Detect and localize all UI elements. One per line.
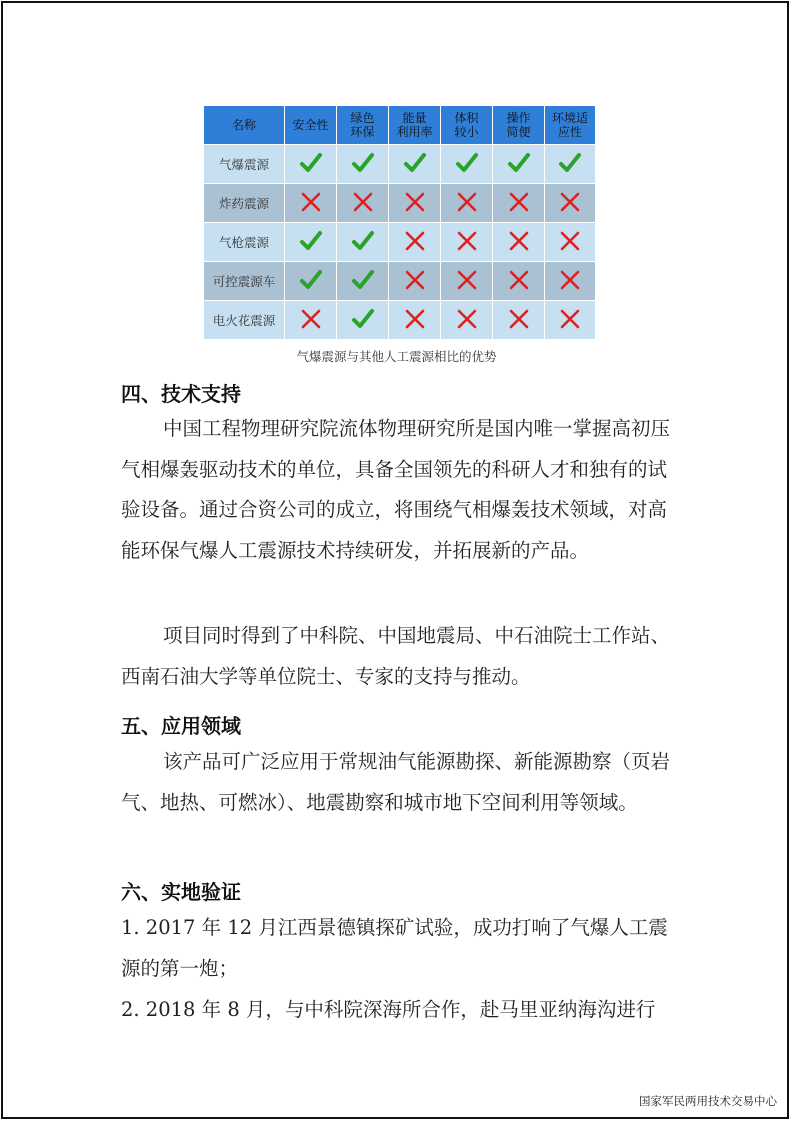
row-name-cell: 电火花震源 — [204, 301, 285, 340]
cross-icon — [455, 191, 479, 213]
section-heading-tech-support: 四、技术支持 — [121, 382, 241, 406]
check-icon — [455, 152, 479, 174]
mark-cell — [441, 301, 493, 340]
cross-icon — [455, 308, 479, 330]
cross-icon — [455, 269, 479, 291]
paragraph-tech-support-2: 项目同时得到了中科院、中国地震局、中石油院士工作站、西南石油大学等单位院士、专家的支持与推动。 — [121, 624, 671, 688]
table-row — [204, 262, 596, 301]
mark-cell — [285, 262, 337, 301]
mark-cell — [493, 184, 545, 223]
table-row — [204, 223, 596, 262]
cross-icon — [558, 230, 582, 252]
mark-cell — [285, 223, 337, 262]
check-icon — [403, 152, 427, 174]
row-name-cell: 气枪震源 — [204, 223, 285, 262]
check-icon — [299, 230, 323, 252]
mark-cell — [389, 301, 441, 340]
mark-cell — [441, 223, 493, 262]
check-icon — [351, 230, 375, 252]
mark-cell — [389, 145, 441, 184]
mark-cell — [389, 262, 441, 301]
cross-icon — [403, 230, 427, 252]
mark-cell — [441, 184, 493, 223]
table-header-cell: 安全性 — [285, 106, 337, 145]
cross-icon — [558, 308, 582, 330]
mark-cell — [493, 301, 545, 340]
paragraph-application-1: 该产品可广泛应用于常规油气能源勘探、新能源勘察（页岩气、地热、可燃冰）、地震勘察和城市地下空间利用等领域。 — [121, 750, 671, 814]
mark-cell — [441, 145, 493, 184]
cross-icon — [558, 269, 582, 291]
table-caption: 气爆震源与其他人工震源相比的优势 — [296, 349, 497, 364]
table-header-cell: 体积 较小 — [441, 106, 493, 145]
check-icon — [351, 269, 375, 291]
footer-organization: 国家军民两用技术交易中心 — [639, 1094, 777, 1108]
section-heading-field-verification: 六、实地验证 — [121, 880, 241, 904]
row-name-cell: 可控震源车 — [204, 262, 285, 301]
mark-cell — [441, 262, 493, 301]
table-header-row — [204, 106, 596, 145]
mark-cell — [545, 223, 596, 262]
paragraph-field-verification-2: 2. 2018 年 8 月，与中科院深海所合作，赴马里亚纳海沟进行 — [121, 998, 656, 1021]
table-header-cell: 名称 — [204, 106, 285, 145]
table-header-cell: 绿色 环保 — [337, 106, 389, 145]
paragraph-field-verification-1: 1. 2017 年 12 月江西景德镇探矿试验，成功打响了气爆人工震源的第一炮； — [121, 916, 668, 980]
cross-icon — [455, 230, 479, 252]
row-name-cell: 气爆震源 — [204, 145, 285, 184]
cross-icon — [507, 269, 531, 291]
cross-icon — [299, 308, 323, 330]
mark-cell — [545, 301, 596, 340]
mark-cell — [285, 184, 337, 223]
mark-cell — [337, 145, 389, 184]
mark-cell — [493, 262, 545, 301]
mark-cell — [493, 223, 545, 262]
check-icon — [558, 152, 582, 174]
mark-cell — [337, 184, 389, 223]
table-header-cell: 能量 利用率 — [389, 106, 441, 145]
comparison-table — [203, 105, 596, 340]
cross-icon — [351, 191, 375, 213]
mark-cell — [337, 262, 389, 301]
mark-cell — [389, 223, 441, 262]
cross-icon — [403, 191, 427, 213]
mark-cell — [285, 301, 337, 340]
row-name-cell: 炸药震源 — [204, 184, 285, 223]
check-icon — [351, 308, 375, 330]
mark-cell — [389, 184, 441, 223]
table-body — [204, 145, 596, 340]
check-icon — [299, 269, 323, 291]
mark-cell — [545, 262, 596, 301]
section-heading-application: 五、应用领域 — [121, 714, 241, 738]
mark-cell — [285, 145, 337, 184]
cross-icon — [403, 269, 427, 291]
mark-cell — [493, 145, 545, 184]
table-row — [204, 301, 596, 340]
cross-icon — [507, 230, 531, 252]
table-row — [204, 145, 596, 184]
table-row — [204, 184, 596, 223]
mark-cell — [545, 184, 596, 223]
cross-icon — [507, 191, 531, 213]
table-header-cell: 操作 简便 — [493, 106, 545, 145]
cross-icon — [299, 191, 323, 213]
check-icon — [299, 152, 323, 174]
mark-cell — [337, 223, 389, 262]
cross-icon — [507, 308, 531, 330]
paragraph-tech-support-1: 中国工程物理研究院流体物理研究所是国内唯一掌握高初压气相爆轰驱动技术的单位，具备全国领先的科研人才和独有的试验设备。通过合资公司的成立，将围绕气相爆轰技术领域，对高能环保气爆人工震源技术持续研发，并拓展新的产品。 — [121, 417, 671, 562]
table-header-cell: 环境适 应性 — [545, 106, 596, 145]
mark-cell — [545, 145, 596, 184]
check-icon — [351, 152, 375, 174]
cross-icon — [403, 308, 427, 330]
cross-icon — [558, 191, 582, 213]
check-icon — [507, 152, 531, 174]
mark-cell — [337, 301, 389, 340]
